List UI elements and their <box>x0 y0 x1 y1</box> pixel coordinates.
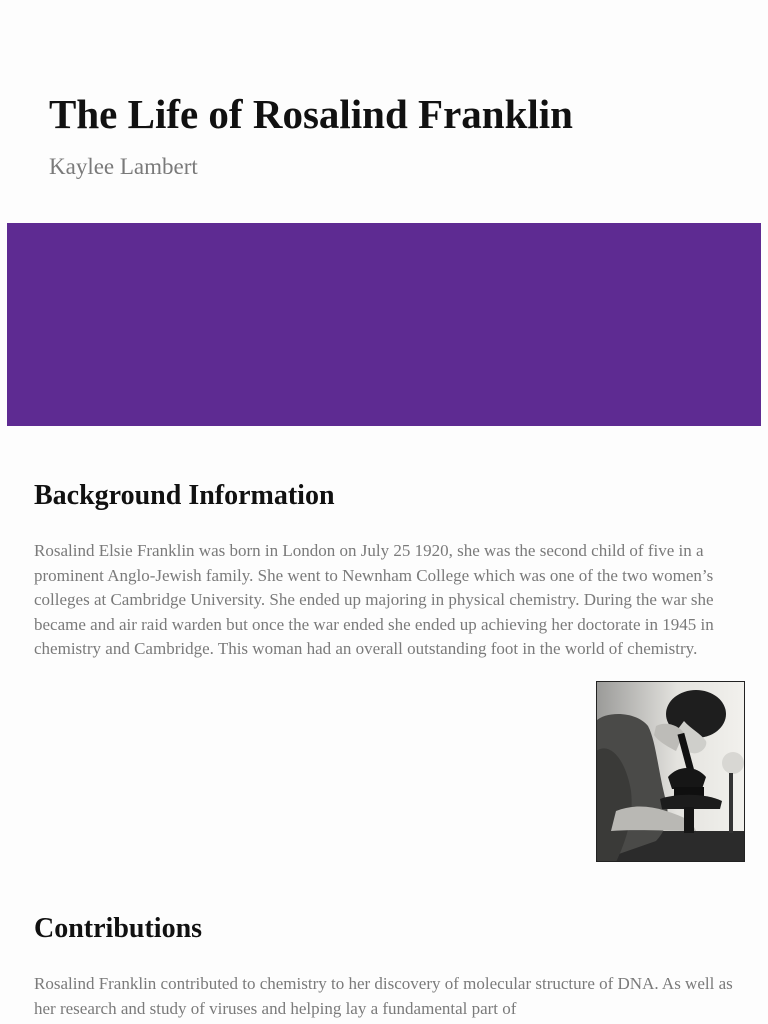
section-body-contributions: Rosalind Franklin contributed to chemistry to her discovery of molecular structure of DNA. As well as her research and study of viruses and helping lay a fundamental part of <box>34 974 733 1018</box>
section-heading-contributions: Contributions <box>34 913 203 944</box>
document-title: The Life of Rosalind Franklin <box>49 91 573 137</box>
section-heading-background: Background Information <box>34 480 335 511</box>
rosalind-franklin-microscope-photo <box>596 681 745 862</box>
purple-banner <box>7 223 761 426</box>
author-name: Kaylee Lambert <box>49 154 198 179</box>
section-body-background: Rosalind Elsie Franklin was born in London on July 25 1920, she was the second child of five in a prominent Anglo-Jewish family. She went to Newnham College which was one of the two women’s colleges at Cambridge University. She ended up majoring in physical chemistry. During the war she became and air raid warden but once the war ended she ended up achieving her doctorate in 1945 in chemistry and Cambridge. This woman had an overall outstanding foot in the world of chemistry. <box>34 541 714 658</box>
